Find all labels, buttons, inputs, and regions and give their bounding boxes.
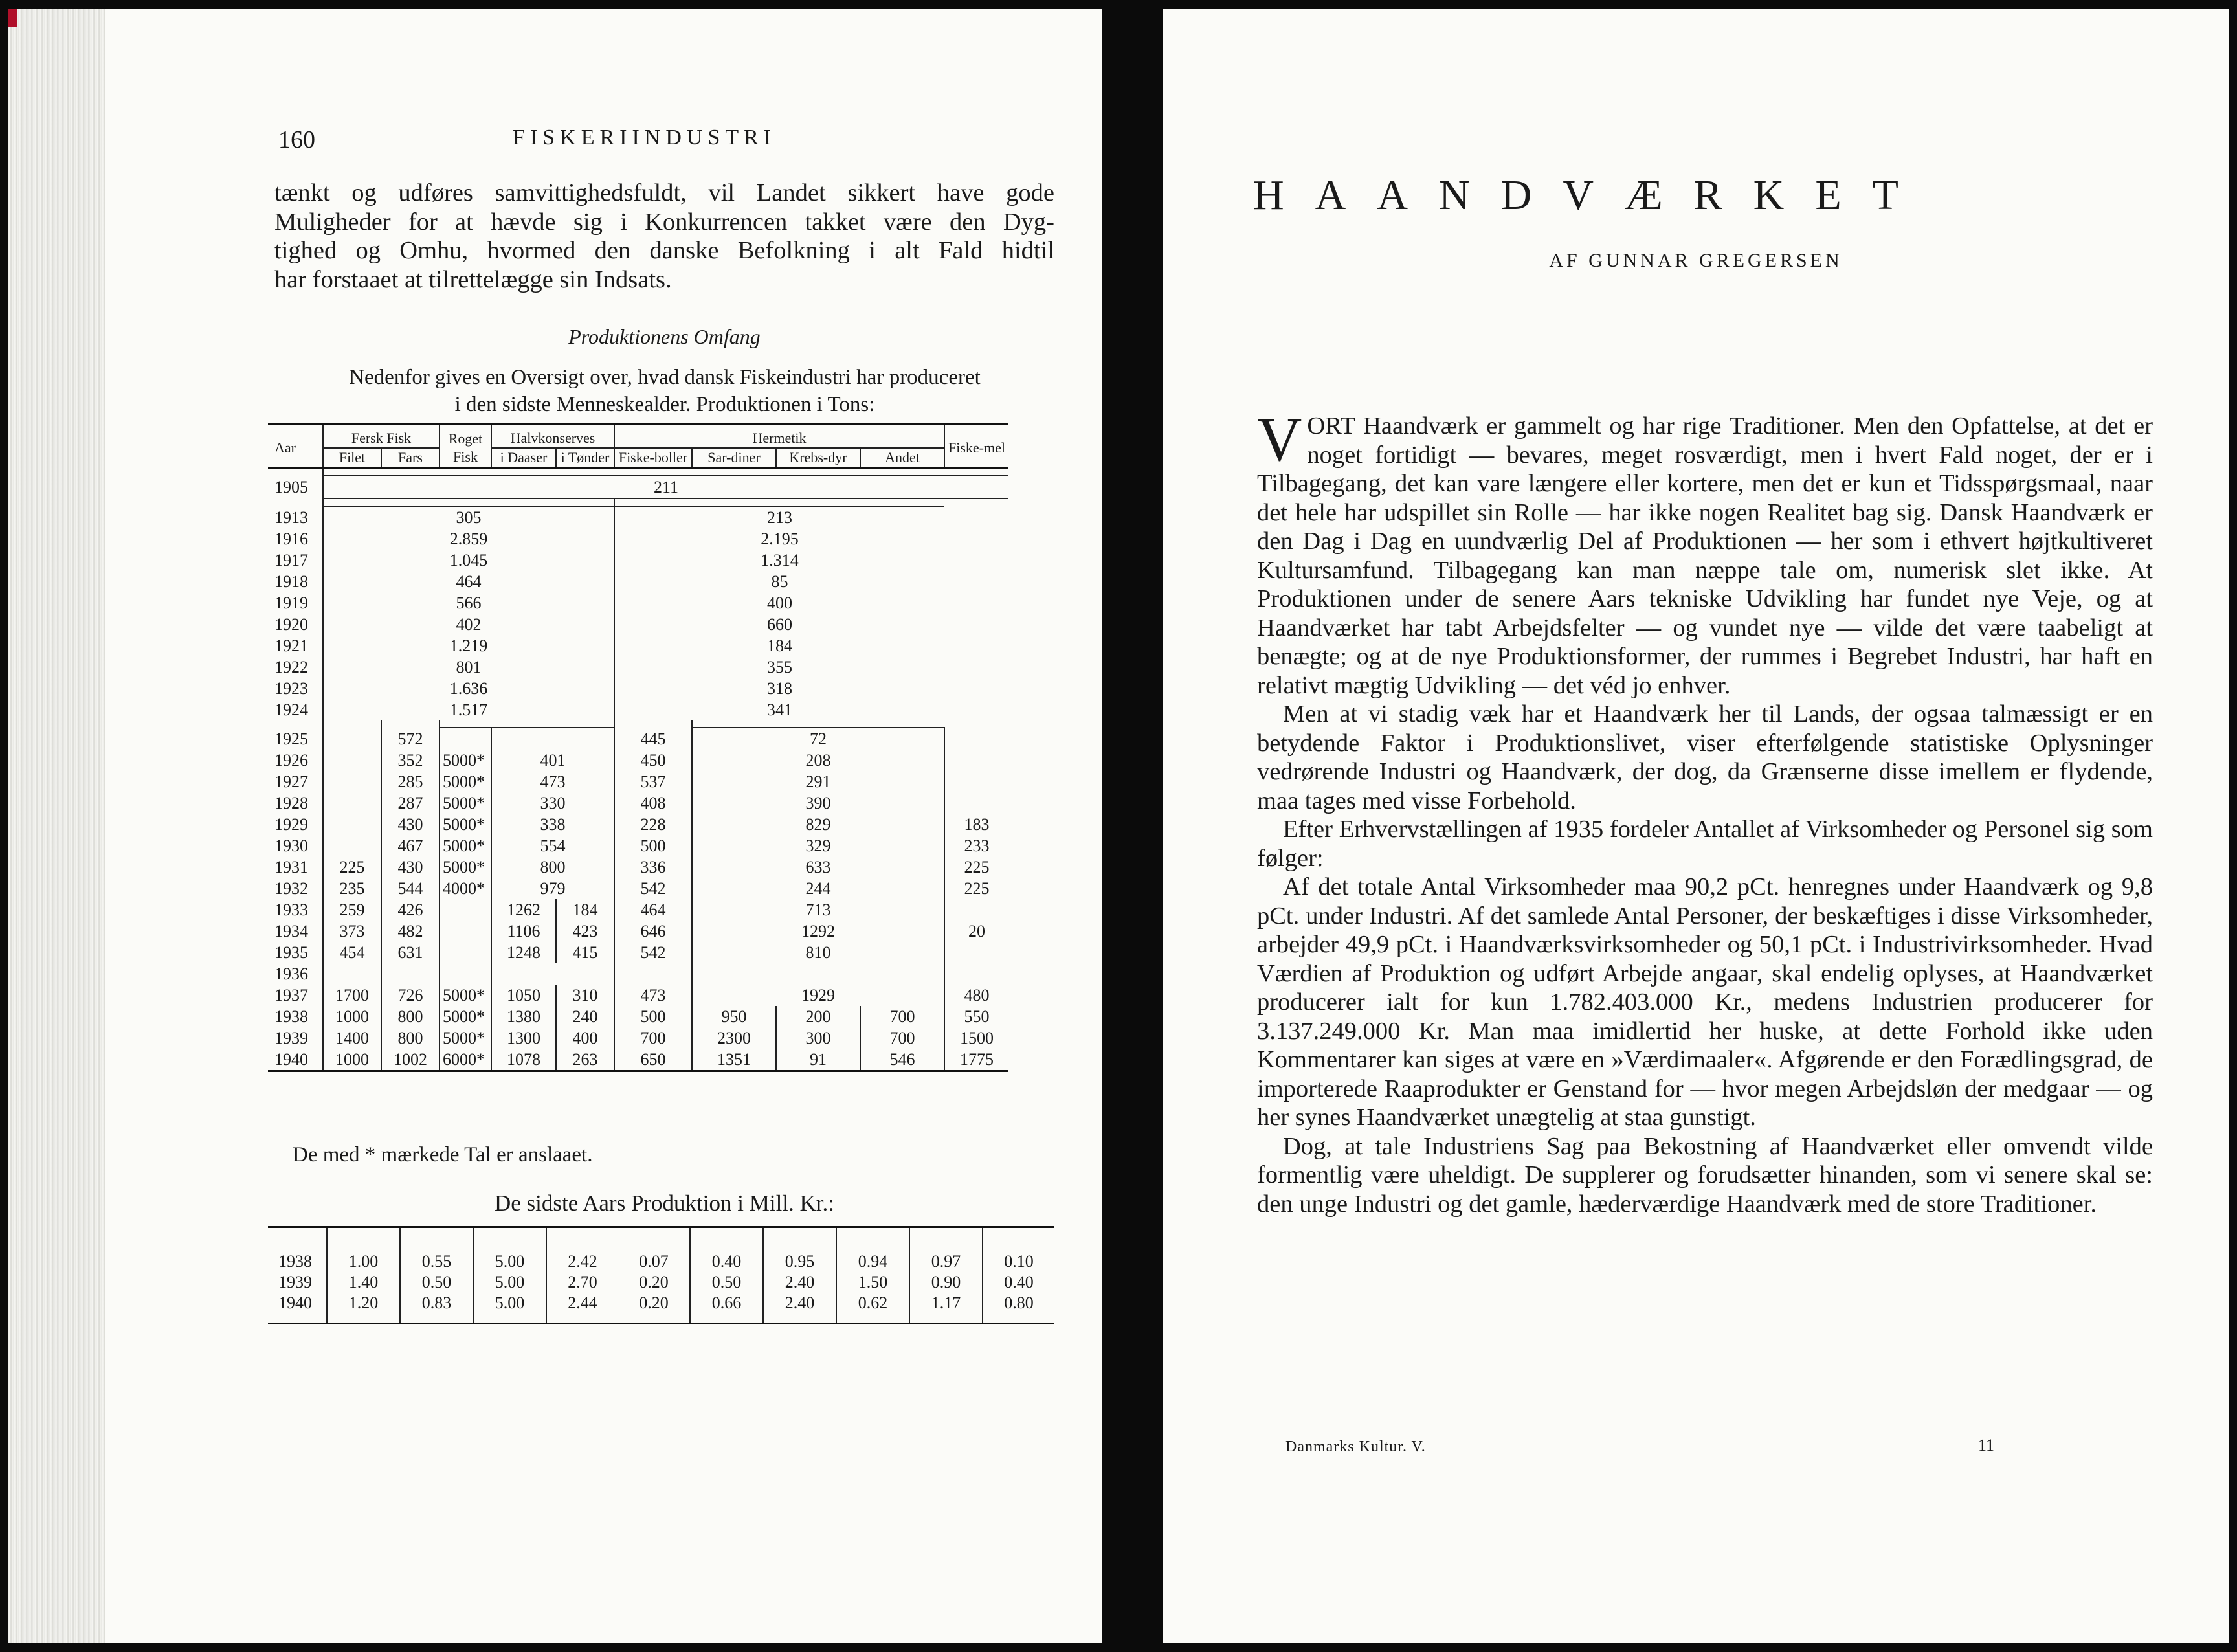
fishballs-cell: 650 (614, 1049, 692, 1071)
farce-cell: 482 (381, 921, 440, 942)
article-body (1257, 405, 2153, 1218)
canned-cell: 244 (692, 878, 944, 899)
fishmeal-cell: 1500 (960, 1029, 994, 1047)
table-row (268, 835, 1054, 856)
canned-cell (692, 963, 944, 985)
canned-cell: 633 (692, 856, 944, 878)
book-footer: Danmarks Kultur. V. (1285, 1438, 1426, 1455)
left-page (8, 9, 1102, 1643)
table-intro-line: Nedenfor gives en Oversigt over, hvad dansk Fiskeindustri har produceret (349, 366, 981, 389)
fillet-cell (323, 792, 381, 814)
empty-cell (944, 699, 1008, 720)
value-cell: 213 (767, 508, 792, 527)
canned-cell: 72 (692, 728, 944, 750)
value-cell: 0.40 (690, 1227, 763, 1273)
fillet-cell: 1700 (323, 985, 381, 1006)
table-row (268, 1049, 1054, 1071)
empty-cell (944, 571, 1008, 592)
canned-cell: 829 (692, 814, 944, 835)
other-cell: 700 (860, 1027, 944, 1049)
other-cell: 700 (860, 1006, 944, 1027)
value-cell: 2.195 (761, 530, 799, 548)
barrels-cell: 400 (556, 1027, 614, 1049)
fishballs-cell: 473 (614, 985, 692, 1006)
value-cell: 5.00 (473, 1227, 546, 1273)
article-author: AF GUNNAR GREGERSEN (1549, 250, 1843, 271)
canned-cell: 208 (692, 750, 944, 771)
canned-cell: 390 (692, 792, 944, 814)
fishballs-cell: 700 (614, 1027, 692, 1049)
year-cell: 1905 (268, 476, 323, 498)
fillet-cell: 373 (323, 921, 381, 942)
fishmeal-cell (944, 771, 1008, 792)
farce-cell: 352 (381, 750, 440, 771)
year-cell: 1940 (268, 1293, 327, 1324)
fillet-cell: 259 (323, 899, 381, 921)
value-cell: 0.80 (983, 1293, 1054, 1324)
year-cell: 1918 (268, 571, 323, 592)
table-row (268, 963, 1054, 985)
fillet-cell (323, 814, 381, 835)
signature-mark: 11 (1978, 1436, 1995, 1455)
fillet-cell: 225 (323, 856, 381, 878)
tins-cell: 473 (491, 771, 614, 792)
farce-cell: 285 (381, 771, 440, 792)
smoked-cell (440, 921, 491, 942)
smoked-cell: 5000* (440, 771, 491, 792)
intro-line: tænkt og udføres samvittighedsfuldt, vil Landet sikkert have gode (274, 179, 1054, 206)
fillet-cell (323, 835, 381, 856)
year-cell: 1933 (268, 899, 323, 921)
fishballs-cell: 228 (614, 814, 692, 835)
tins-cell (491, 728, 614, 750)
farce-cell: 800 (381, 1027, 440, 1049)
intro-paragraph (274, 179, 1054, 294)
article-title: HAANDVÆRKET (1253, 172, 1930, 219)
value-cell: 2.40 (763, 1272, 836, 1293)
value-cell: 5.00 (473, 1293, 546, 1324)
year-cell: 1916 (268, 528, 323, 550)
value-cell: 1.40 (327, 1272, 400, 1293)
canned-cell: 810 (692, 942, 944, 963)
table-row (268, 468, 1054, 476)
fishmeal-cell: 1775 (944, 1049, 1008, 1071)
table-row (268, 1293, 1054, 1324)
paragraph: Men at vi stadig væk har et Haandværk her til Lands, der ogsaa talmæssigt er en betydende Faktor i Produktionslivet, viser efterfølgende statistiske Oplysninger vedrørende Industri og Haandværk, der dog, da Grænserne disse imellem er flydende, maa tages med visse Forbehold. (1257, 700, 2153, 814)
value-cell: 801 (323, 656, 614, 678)
header-other: Andet (860, 448, 944, 468)
year-cell: 1926 (268, 750, 323, 771)
smoked-cell: 5000* (440, 856, 491, 878)
fishballs-cell: 542 (614, 878, 692, 899)
year-cell: 1930 (268, 835, 323, 856)
footnote: De med * mærkede Tal er anslaaet. (293, 1143, 593, 1166)
paragraph: Efter Erhvervstællingen af 1935 fordeler Antallet af Virksomheder og Personel sig som følger: (1257, 816, 2153, 872)
fishballs-cell: 500 (614, 835, 692, 856)
header-tins: i Daaser (491, 448, 556, 468)
header-year: Aar (268, 425, 323, 468)
canned-cell: 291 (692, 771, 944, 792)
table-row (268, 699, 1054, 720)
table-row (268, 1272, 1054, 1293)
value-cell: 1.517 (323, 699, 614, 720)
year-cell: 1920 (268, 614, 323, 635)
smoked-cell: 6000* (440, 1049, 491, 1071)
value-cell: 2.44 (546, 1293, 618, 1324)
value-cell: 0.20 (618, 1272, 690, 1293)
fillet-cell: 1400 (323, 1027, 381, 1049)
empty-cell (944, 635, 1008, 656)
production-table-body (268, 468, 1054, 1071)
canned-cell: 1929 (692, 985, 944, 1006)
value-cell: 0.66 (690, 1293, 763, 1324)
table-row (268, 921, 1054, 942)
sardines-cell: 950 (692, 1006, 776, 1027)
table-row (268, 942, 1054, 963)
value-cell: 1.636 (323, 678, 614, 699)
year-cell: 1929 (268, 814, 323, 835)
fishballs-cell: 464 (614, 899, 692, 921)
barrels-cell: 263 (556, 1049, 614, 1071)
year-cell: 1939 (268, 1272, 327, 1293)
million-table-title: De sidste Aars Produktion i Mill. Kr.: (495, 1190, 834, 1216)
right-page (1163, 9, 2229, 1643)
header-canned: Hermetik (614, 425, 944, 449)
smoked-cell: 5000* (440, 792, 491, 814)
table-row (268, 856, 1054, 878)
value-cell: 1.20 (327, 1293, 400, 1324)
barrels-cell: 415 (556, 942, 614, 963)
fishmeal-cell: 20 (968, 922, 985, 941)
table-row (268, 771, 1054, 792)
value-cell: 0.94 (836, 1227, 909, 1273)
value-cell: 305 (323, 506, 614, 528)
value-cell: 0.50 (690, 1272, 763, 1293)
value-cell: 2.40 (763, 1293, 836, 1324)
section-subheading: Produktionens Omfang (568, 325, 761, 348)
fishballs-cell: 450 (614, 750, 692, 771)
fishballs-cell (614, 963, 692, 985)
header-fresh-fish: Fersk Fisk (323, 425, 440, 449)
other-cell: 546 (860, 1049, 944, 1071)
crustaceans-cell: 300 (776, 1027, 860, 1049)
tins-cell: 1050 (491, 985, 556, 1006)
smoked-cell: 5000* (440, 1027, 491, 1049)
fillet-cell: 454 (323, 942, 381, 963)
tins-cell (491, 963, 614, 985)
running-head: FISKERIINDUSTRI (513, 126, 777, 150)
intro-line: Muligheder for at hævde sig i Konkurrencen takket være den Dyg- (274, 208, 1054, 236)
million-table-body (268, 1227, 1054, 1324)
year-cell: 1936 (268, 963, 323, 985)
table-row (268, 899, 1054, 921)
value-cell: 1.50 (836, 1272, 909, 1293)
value-cell: 0.40 (1004, 1273, 1034, 1291)
farce-cell: 631 (381, 942, 440, 963)
table-row (268, 814, 1054, 835)
paragraph-text: ORT Haandværk er gammelt og har rige Traditioner. Men den Opfattelse, at det er noget fortidigt — bevares, meget rosværdigt, men i hvert Fald noget, der er i Tilbagegang, det kan vare længere eller kortere, men det er kun et Tidsspørgsmaal, naar det hele har udspillet sin Rolle — har ikke nogen Realitet bag sig. Dansk Haandværk er den Dag i Dag en uundværlig Del af Produktionen — her som i ethvert højtkultiveret Kultursamfund. Tilbagegang kan man næppe tale om, numerisk slet ikke. At Produktionen under de senere Aars tekniske Udvikling har fundet nye Veje, og at Haandværket har tabt Arbejdsfelter — og vundet nye — vilde det være taabeligt at benægte; og at de nye Produktionsformer, der rummes i Begrebet Industri, har haft en relativt mægtig Udvikling — det véd jo enhver. (1257, 412, 2153, 699)
farce-cell: 726 (381, 985, 440, 1006)
table-row (268, 1227, 1054, 1273)
paragraph (1257, 405, 2153, 700)
canned-cell: 713 (692, 899, 944, 921)
empty-cell (944, 506, 1008, 528)
value-cell: 1.314 (761, 551, 799, 570)
fillet-cell (323, 771, 381, 792)
farce-cell: 800 (381, 1006, 440, 1027)
farce-cell: 467 (381, 835, 440, 856)
year-cell: 1913 (268, 506, 323, 528)
empty-cell (944, 614, 1008, 635)
canned-cell: 1292 (692, 921, 944, 942)
smoked-cell (440, 942, 491, 963)
year-cell: 1935 (268, 942, 323, 963)
smoked-cell: 4000* (440, 878, 491, 899)
value-cell: 0.50 (400, 1272, 473, 1293)
fillet-cell (323, 963, 381, 985)
year-cell: 1938 (268, 1227, 327, 1273)
table-row (268, 528, 1054, 550)
value-cell: 0.95 (763, 1227, 836, 1273)
header-fishmeal: Fiske-mel (944, 425, 1008, 468)
fillet-cell (323, 750, 381, 771)
table-row (268, 1006, 1054, 1027)
barrels-cell: 240 (556, 1006, 614, 1027)
tins-cell: 979 (491, 878, 614, 899)
year-cell: 1922 (268, 656, 323, 678)
empty-cell (944, 656, 1008, 678)
table-row (268, 506, 1054, 528)
fishmeal-cell (944, 728, 1008, 750)
tins-cell: 330 (491, 792, 614, 814)
fishballs-cell: 537 (614, 771, 692, 792)
farce-cell: 430 (381, 856, 440, 878)
farce-cell: 1002 (381, 1049, 440, 1071)
table-row (268, 792, 1054, 814)
value-cell: 402 (323, 614, 614, 635)
empty-cell (944, 550, 1008, 571)
smoked-cell: 5000* (440, 750, 491, 771)
intro-line: tighed og Omhu, hvormed den danske Befolkning i alt Fald hidtil (274, 237, 1054, 264)
table-row (268, 1027, 1054, 1049)
year-cell: 1937 (268, 985, 323, 1006)
table-row (268, 878, 1054, 899)
fishmeal-cell: 183 (964, 815, 990, 834)
barrels-cell: 184 (556, 899, 614, 921)
year-cell: 1924 (268, 699, 323, 720)
value-cell: 5.00 (473, 1272, 546, 1293)
fishballs-cell: 445 (614, 728, 692, 750)
year-cell: 1923 (268, 678, 323, 699)
fishmeal-cell: 480 (964, 986, 990, 1005)
table-row (268, 550, 1054, 571)
smoked-cell: 5000* (440, 985, 491, 1006)
tins-cell: 1078 (491, 1049, 556, 1071)
value-cell: 355 (767, 658, 792, 676)
header-fillet: Filet (323, 448, 381, 468)
fishmeal-cell (944, 963, 1008, 985)
year-cell: 1940 (268, 1049, 323, 1071)
farce-cell: 572 (381, 728, 440, 750)
value-cell: 0.83 (400, 1293, 473, 1324)
sardines-cell: 1351 (692, 1049, 776, 1071)
fishmeal-cell: 550 (964, 1007, 990, 1026)
canned-cell: 329 (692, 835, 944, 856)
production-table (268, 423, 1054, 1072)
value-cell: 400 (767, 594, 792, 612)
tins-cell: 1248 (491, 942, 556, 963)
million-kr-table (268, 1226, 1054, 1324)
smoked-cell (440, 899, 491, 921)
fishballs-cell: 646 (614, 921, 692, 942)
header-crustaceans: Krebs-dyr (776, 448, 860, 468)
value-cell: 1.045 (323, 550, 614, 571)
fillet-cell: 235 (323, 878, 381, 899)
farce-cell: 287 (381, 792, 440, 814)
header-sardines: Sar-diner (692, 448, 776, 468)
fishmeal-cell: 225 (964, 879, 990, 898)
table-row (268, 498, 1054, 506)
value-cell: 0.10 (983, 1227, 1054, 1273)
smoked-cell: 5000* (440, 835, 491, 856)
header-smoked-fish: Roget Fisk (440, 425, 491, 468)
fishmeal-cell (944, 792, 1008, 814)
fillet-cell (323, 728, 381, 750)
value-cell: 0.97 (909, 1227, 983, 1273)
year-cell: 1927 (268, 771, 323, 792)
smoked-cell: 5000* (440, 1006, 491, 1027)
fishmeal-cell (944, 899, 1008, 921)
year-cell: 1919 (268, 592, 323, 614)
header-farce: Fars (381, 448, 440, 468)
value-cell: 2.859 (323, 528, 614, 550)
fillet-cell: 1000 (323, 1049, 381, 1071)
tins-cell: 1262 (491, 899, 556, 921)
table-row (268, 571, 1054, 592)
fillet-cell: 1000 (323, 1006, 381, 1027)
table-row (268, 750, 1054, 771)
smoked-cell: 5000* (440, 814, 491, 835)
year-cell: 1932 (268, 878, 323, 899)
farce-cell (381, 963, 440, 985)
tins-cell: 1106 (491, 921, 556, 942)
fishballs-cell: 500 (614, 1006, 692, 1027)
year-cell: 1921 (268, 635, 323, 656)
smoked-cell (440, 728, 491, 750)
year-cell: 1939 (268, 1027, 323, 1049)
page-number: 160 (278, 126, 315, 153)
table-row (268, 592, 1054, 614)
header-barrels: i Tønder (556, 448, 614, 468)
value-cell: 0.55 (400, 1227, 473, 1273)
empty-cell (944, 592, 1008, 614)
empty-cell (944, 678, 1008, 699)
barrels-cell: 423 (556, 921, 614, 942)
crustaceans-cell: 200 (776, 1006, 860, 1027)
year-cell: 1934 (268, 921, 323, 942)
table-row (268, 720, 1054, 728)
value-cell: 0.20 (618, 1293, 690, 1324)
year-cell: 1917 (268, 550, 323, 571)
value-cell: 660 (767, 615, 792, 634)
value-cell: 318 (767, 679, 792, 698)
year-cell: 1931 (268, 856, 323, 878)
intro-line: har forstaaet at tilrettelægge sin Indsats. (274, 265, 672, 293)
table-row (268, 678, 1054, 699)
value-cell: 2.42 (546, 1227, 618, 1273)
farce-cell: 544 (381, 878, 440, 899)
value-cell: 341 (767, 700, 792, 719)
value-cell: 2.70 (568, 1273, 597, 1291)
page-edge (8, 9, 105, 1643)
tins-cell: 800 (491, 856, 614, 878)
value-cell: 0.07 (618, 1227, 690, 1273)
paragraph: Dog, at tale Industriens Sag paa Bekostning af Haandværket eller omvendt vilde formentlig være uheldigt. De supplerer og forudsætter hinanden, som vi senere skal se: den unge Industri og det gamle, hæderværdige Haandværk med de store Traditioner. (1257, 1132, 2153, 1218)
year-cell: 1938 (268, 1006, 323, 1027)
drop-cap: V (1257, 405, 1302, 474)
value-cell: 566 (323, 592, 614, 614)
value-cell: 1.17 (909, 1293, 983, 1324)
fishmeal-cell: 225 (964, 858, 990, 876)
tins-cell: 1300 (491, 1027, 556, 1049)
tins-cell: 554 (491, 835, 614, 856)
value-cell: 184 (767, 636, 792, 655)
sardines-cell: 2300 (692, 1027, 776, 1049)
table-row (268, 614, 1054, 635)
table-row (268, 728, 1054, 750)
header-half-preserves: Halvkonserves (491, 425, 614, 449)
ribbon-marker (8, 9, 17, 27)
fishmeal-cell (944, 750, 1008, 771)
farce-cell: 426 (381, 899, 440, 921)
paragraph: Af det totale Antal Virksomheder maa 90,2 pCt. henregnes under Haandværk og 9,8 pCt. under Industri. Af det samlede Antal Personer, der beskæftiges i disse Virksomheder, arbejder 49,9 pCt. i Haandværksvirksomheder og 50,1 pCt. i Industrivirksomheder. Hvad Værdien af Produktion og udført Arbejde angaar, skal endelig oplyses, at Haandværket producerer ialt for kun 1.782.403.000 Kr., medens Industrien producerer for 3.137.249.000 Kr. Man maa imidlertid her huske, at dette Forhold ikke uden Kommentarer kan siges at være en »Værdimaaler«. Afgørende er den Forædlingsgrad, de importerede Raaprodukter er Genstand for — hvor megen Arbejdsløn der medgaar — og her synes Haandværket unægtelig at staa gunstigt. (1257, 873, 2153, 1131)
crustaceans-cell: 91 (776, 1049, 860, 1071)
value-cell: 1.219 (323, 635, 614, 656)
table-row (268, 656, 1054, 678)
empty-cell (944, 528, 1008, 550)
fishballs-cell: 408 (614, 792, 692, 814)
header-fishballs: Fiske-boller (614, 448, 692, 468)
table-row (268, 476, 1054, 498)
table-row (268, 635, 1054, 656)
smoked-cell (440, 963, 491, 985)
table-intro-line: i den sidste Menneskealder. Produktionen i Tons: (454, 393, 875, 416)
fishmeal-cell: 233 (964, 836, 990, 855)
farce-cell: 430 (381, 814, 440, 835)
tins-cell: 1380 (491, 1006, 556, 1027)
value-cell: 1.00 (327, 1227, 400, 1273)
year-cell: 1928 (268, 792, 323, 814)
fishballs-cell: 336 (614, 856, 692, 878)
value-cell: 0.90 (909, 1272, 983, 1293)
barrels-cell: 310 (556, 985, 614, 1006)
table-introduction (286, 364, 1043, 418)
value-cell: 0.62 (836, 1293, 909, 1324)
fishballs-cell: 542 (614, 942, 692, 963)
tins-cell: 338 (491, 814, 614, 835)
value-cell: 211 (323, 476, 1008, 498)
fishmeal-cell (944, 942, 1008, 963)
tins-cell: 401 (491, 750, 614, 771)
table-row (268, 985, 1054, 1006)
value-cell: 464 (323, 571, 614, 592)
value-cell: 85 (771, 572, 788, 591)
year-cell: 1925 (268, 728, 323, 750)
